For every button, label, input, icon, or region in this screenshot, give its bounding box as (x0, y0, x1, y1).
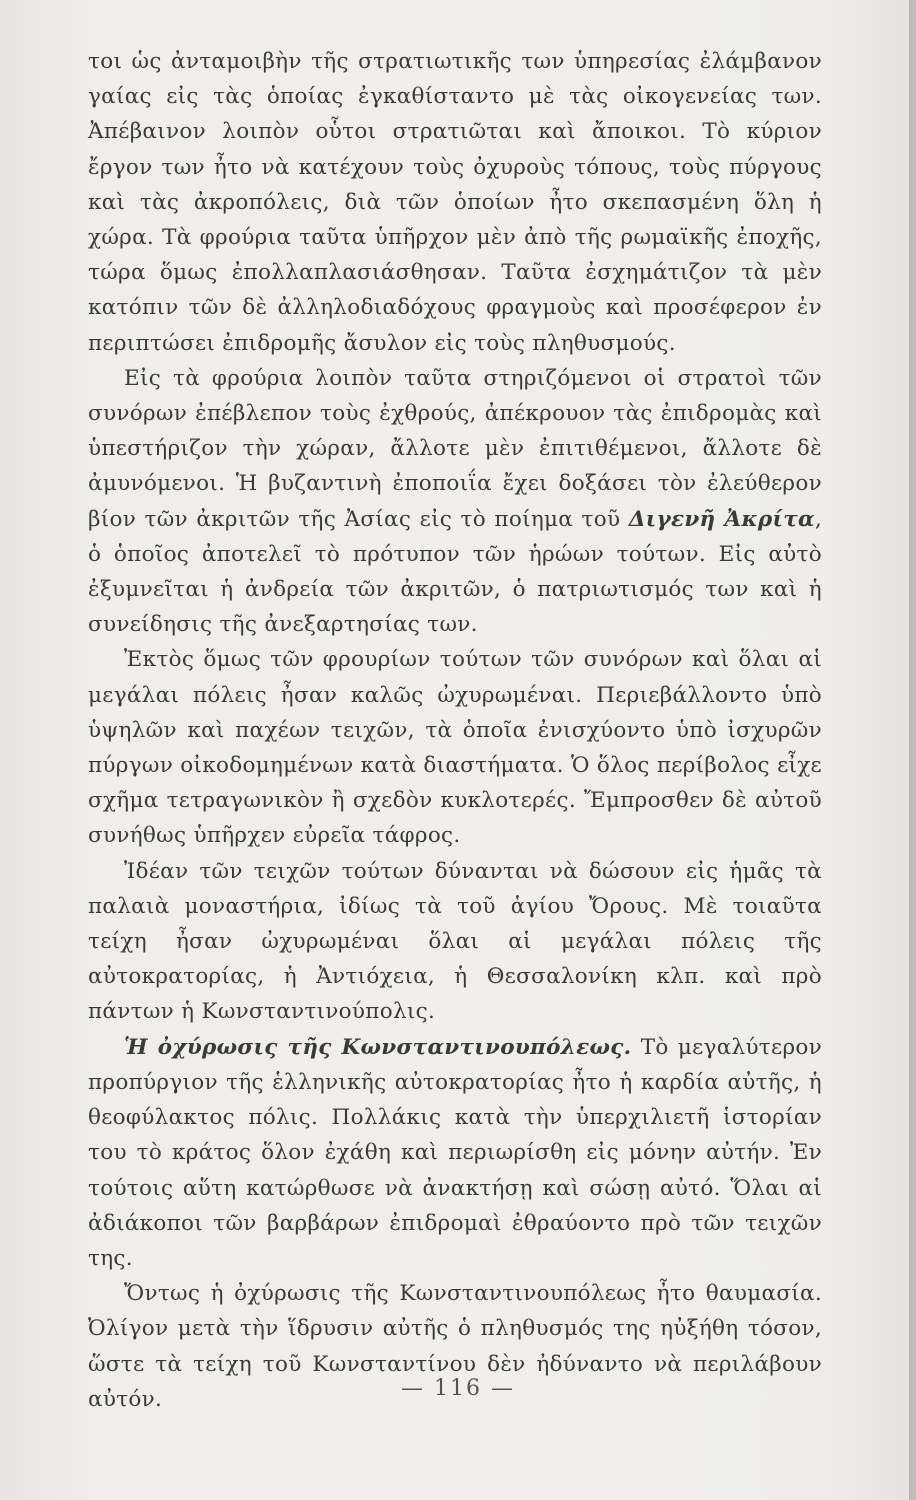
emphasis-text: Ἡ ὀχύρωσις τῆς Κωνσταντινουπόλεως. (124, 1034, 632, 1060)
paragraph-text: Εἰς τὰ φρούρια λοιπὸν ταῦτα στηριζόμενοι οἱ στρατοὶ τῶν συνόρων ἐπέβλεπον τοὺς ἐχθρούς, ἀπέκρουον τὰς ἐπιδρομὰς καὶ ὑπεστήριζον τὴν χώραν, ἄλλοτε μὲν ἐπιτιθέμενοι, ἄλλοτε δὲ ἀμυνόμενοι. Ἡ βυζαντινὴ ἐποποιΐα ἔχει δοξάσει τὸν ἐλεύθερον βίον τῶν ἀκριτῶν τῆς Ἀσίας εἰς τὸ ποίημα τοῦ (88, 365, 822, 532)
page-number: — 116 — (401, 1376, 515, 1401)
paragraph (88, 1030, 822, 1276)
paragraph (88, 642, 822, 853)
paragraph-text: Τὸ μεγαλύτερον προπύργιον τῆς ἑλληνικῆς αὐτοκρατορίας ἦτο ἡ καρδία αὐτῆς, ἡ θεοφύλακτος πόλις. Πολλάκις κατὰ τὴν ὑπερχιλιετῆ ἱστορίαν του τὸ κράτος ὅλον ἐχάθη καὶ περιωρίσθη εἰς μόνην αὐτήν. Ἐν τούτοις αὕτη κατώρθωσε νὰ ἀνακτήσῃ καὶ σώσῃ αὐτό. Ὅλαι αἱ ἀδιάκοποι τῶν βαρβάρων ἐπιδρομαὶ ἐθραύοντο πρὸ τῶν τειχῶν της. (88, 1034, 822, 1271)
paragraph-text: , ὁ ὁποῖος ἀποτελεῖ τὸ πρότυπον τῶν ἡρώων τούτων. Εἰς αὐτὸ ἐξυμνεῖται ἡ ἀνδρεία τῶν ἀκριτῶν, ὁ πατριωτισμός των καὶ ἡ συνείδησις τῆς ἀνεξαρτησίας των. (88, 506, 822, 638)
body-text (88, 44, 822, 1417)
paragraph-text: Ἐκτὸς ὅμως τῶν φρουρίων τούτων τῶν συνόρων καὶ ὅλαι αἱ μεγάλαι πόλεις ἦσαν καλῶς ὠχυρωμέναι. Περιεβάλλοντο ὑπὸ ὑψηλῶν καὶ παχέων τειχῶν, τὰ ὁποῖα ἐνισχύοντο ὑπὸ ἰσχυρῶν πύργων οἰκοδομημένων κατὰ διαστήματα. Ὁ ὅλος περίβολος εἶχε σχῆμα τετραγωνικὸν ἢ σχεδὸν κυκλοτερές. Ἔμπροσθεν δὲ αὐτοῦ συνήθως ὑπῆρχεν εὐρεῖα τάφρος. (88, 647, 822, 849)
paragraph (88, 44, 822, 361)
paragraph-text: Ὄντως ἡ ὀχύρωσις τῆς Κωνσταντινουπόλεως ἦτο θαυμασία. Ὀλίγον μετὰ τὴν ἵδρυσιν αὐτῆς ὁ πληθυσμός της ηὐξήθη τόσον, ὥστε τὰ τείχη τοῦ Κωνσταντίνου δὲν ἠδύναντο νὰ περιλάβουν αὐτόν. (88, 1281, 822, 1412)
paragraph-text: τοι ὡς ἀνταμοιβὴν τῆς στρατιωτικῆς των ὑπηρεσίας ἐλάμβανον γαίας εἰς τὰς ὁποίας ἐγκαθίσταντο μὲ τὰς οἰκογενείας των. Ἀπέβαινον λοιπὸν οὗτοι στρατιῶται καὶ ἄποικοι. Τὸ κύριον ἔργον των ἦτο νὰ κατέχουν τοὺς ὀχυροὺς τόπους, τοὺς πύργους καὶ τὰς ἀκροπόλεις, διὰ τῶν ὁποίων ἦτο σκεπασμένη ὅλη ἡ χώρα. Τὰ φρούρια ταῦτα ὑπῆρχον μὲν ἀπὸ τῆς ρωμαϊκῆς ἐποχῆς, τώρα ὅμως ἐπολλαπλασιάσθησαν. Ταῦτα ἐσχημάτιζον τὰ μὲν κατόπιν τῶν δὲ ἀλληλοδιαδόχους φραγμοὺς καὶ προσέφερον ἐν περιπτώσει ἐπιδρομῆς ἄσυλον εἰς τοὺς πληθυσμούς. (88, 49, 822, 356)
paragraph-text: Ἰδέαν τῶν τειχῶν τούτων δύνανται νὰ δώσουν εἰς ἡμᾶς τὰ παλαιὰ μοναστήρια, ἰδίως τὰ τοῦ ἁγίου Ὄρους. Μὲ τοιαῦτα τείχη ἦσαν ὠχυρωμέναι ὅλαι αἱ μεγάλαι πόλεις τῆς αὐτοκρατορίας, ἡ Ἀντιόχεια, ἡ Θεσσαλονίκη κλπ. καὶ πρὸ πάντων ἡ Κωνσταντινούπολις. (88, 858, 822, 1025)
emphasis-text: Διγενῆ Ἀκρίτα (628, 506, 815, 532)
page-edge (909, 0, 916, 1500)
paragraph (88, 361, 822, 643)
paragraph (88, 854, 822, 1030)
